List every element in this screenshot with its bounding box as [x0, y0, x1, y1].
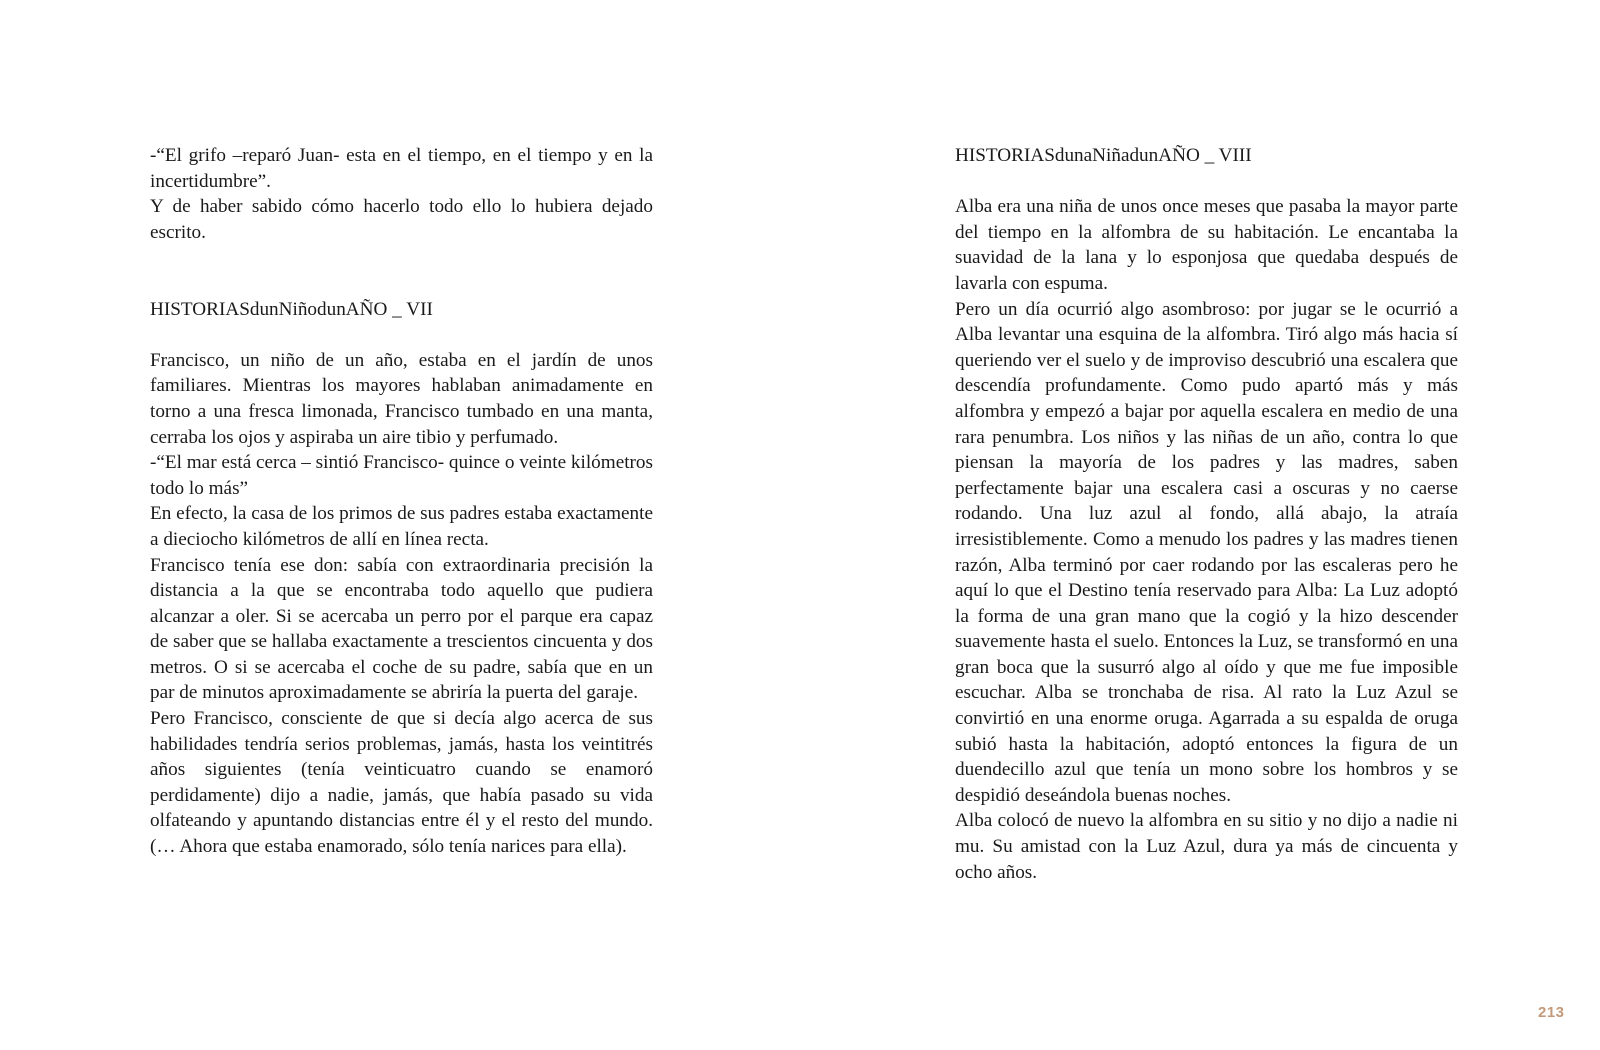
right-column: [955, 143, 1458, 885]
story-paragraph: Alba colocó de nuevo la alfombra en su sitio y no dijo a nadie ni mu. Su amistad con la Luz Azul, dura ya más de cincuenta y ocho años.: [955, 810, 1458, 883]
spacer: [955, 169, 1458, 195]
story-paragraph: Francisco, un niño de un año, estaba en el jardín de unos familiares. Mientras los mayores hablaban animadamente en torno a una fresca limonada, Francisco tumbado en una manta, cerraba los ojos y aspiraba un aire tibio y perfumado.: [150, 349, 653, 448]
story-heading-viii: HISTORIASdunaNiñadunAÑO _ VIII: [955, 145, 1252, 166]
spacer: [150, 245, 653, 296]
spacer: [150, 322, 653, 348]
intro-paragraph-2: Y de haber sabido cómo hacerlo todo ello lo hubiera dejado escrito.: [150, 196, 653, 243]
left-column: [150, 143, 653, 860]
story-paragraph: Pero un día ocurrió algo asombroso: por jugar se le ocurrió a Alba levantar una esquina de la alfombra. Tiró algo más hacia sí queriendo ver el suelo y de improviso descubrió una escalera que descendía profundamente. Como pudo apartó más y más alfombra y empezó a bajar por aquella escalera en medio de una rara penumbra. Los niños y las niñas de un año, contra lo que piensan la mayoría de los padres y las madres, saben perfectamente bajar una escalera casi a oscuras y no caerse rodando. Una luz azul al fondo, allá abajo, la atraía irresistiblemente. Como a menudo los padres y las madres tienen razón, Alba terminó por caer rodando por las escaleras pero he aquí lo que el Destino tenía reservado para Alba: La Luz adoptó la forma de una gran mano que la cogió y la hizo descender suavemente hasta el suelo. Entonces la Luz, se transformó en una gran boca que la susurró algo al oído y que me fue imposible escuchar. Alba se tronchaba de risa. Al rato la Luz Azul se convirtió en una enorme oruga. Agarrada a su espalda de oruga subió hasta la habitación, adoptó entonces la figura de un duendecillo azul que tenía un mono sobre los hombros y se despidió deseándola buenas noches.: [955, 298, 1458, 806]
story-paragraph: Pero Francisco, consciente de que si decía algo acerca de sus habilidades tendría serios problemas, jamás, hasta los veintitrés años siguientes (tenía veinticuatro cuando se enamoró perdidamente) dijo a nadie, jamás, que había pasado su vida olfateando y apuntando distancias entre él y el resto del mundo. (… Ahora que estaba enamorado, sólo tenía narices para ella).: [150, 708, 653, 858]
story-paragraph: Francisco tenía ese don: sabía con extraordinaria precisión la distancia a la que se encontraba todo aquello que pudiera alcanzar a oler. Si se acercaba un perro por el parque era capaz de saber que se hallaba exactamente a trescientos cincuenta y dos metros. O si se acercaba el coche de su padre, sabía que en un par de minutos aproximadamente se abriría la puerta del garaje.: [150, 554, 653, 704]
intro-paragraph-1: -“El grifo –reparó Juan- esta en el tiempo, en el tiempo y en la incertidumbre”.: [150, 145, 653, 192]
page-number: 213: [1538, 1004, 1565, 1021]
story-paragraph: Alba era una niña de unos once meses que pasaba la mayor parte del tiempo en la alfombra de su habitación. Le encantaba la suavidad de la lana y lo esponjosa que quedaba después de lavarla con espuma.: [955, 196, 1458, 294]
story-heading-vii: HISTORIASdunNiñodunAÑO _ VII: [150, 298, 433, 320]
story-paragraph: En efecto, la casa de los primos de sus padres estaba exactamente a dieciocho kilómetros de allí en línea recta.: [150, 503, 653, 550]
story-paragraph: -“El mar está cerca – sintió Francisco- quince o veinte kilómetros todo lo más”: [150, 452, 653, 499]
